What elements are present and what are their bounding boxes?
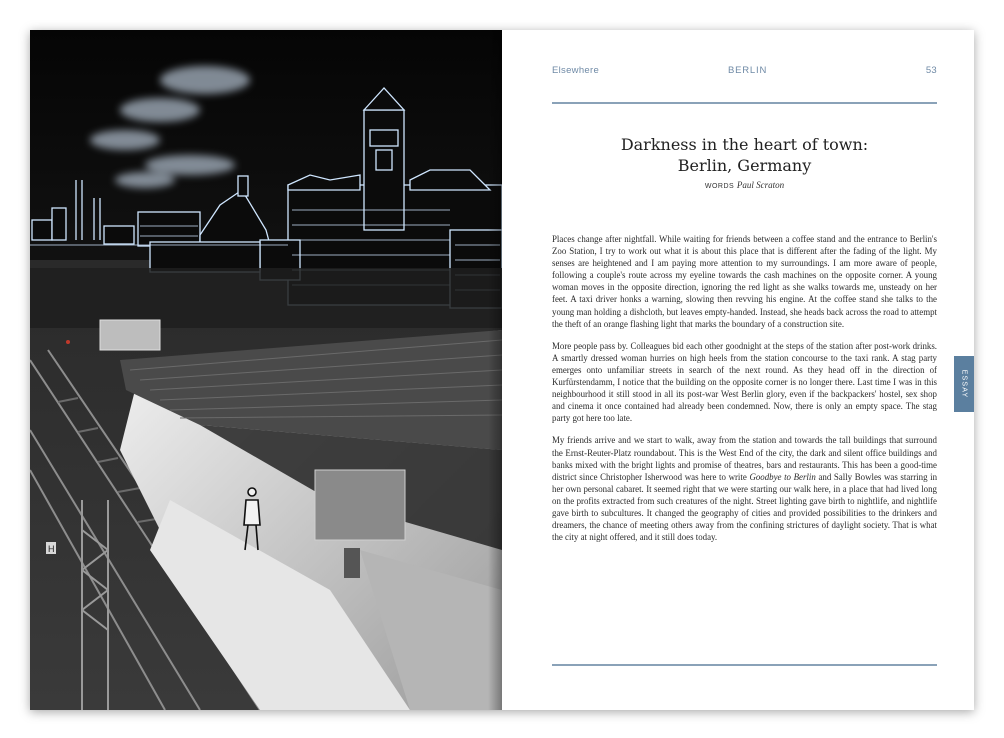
paragraph-3-text-b: and Sally Bowles was starring in her own personal cabaret. It seemed right that we were starting our walk here, in a place that had lived long on the profits extracted from such creatures of the night. Street lighting gave birth to nightlife, and nightlife gave birth to subcultures. It changed the geography of cities and provided possibilities to the drinkers and dreamers, the chance of meeting others away from the confining strictures of daylight society. That is what the city at night offered, and it still does today. — [552, 471, 938, 543]
essay-section-tab — [954, 356, 974, 412]
paragraph-3-text-a: My friends arrive and we start to walk, away from the station and towards the tall buildings that surround the Ernst-Reuter-Platz roundabout. This is the West End of the city, the dark and silent office buildings and banks mixed with the bright lights and promise of theatres, bars and restaurants. This has been a good-time district since Christopher Isherwood was here to write — [552, 435, 937, 482]
author-name: Paul Scraton — [736, 180, 785, 190]
page-gutter-shadow — [488, 30, 502, 710]
paragraph-1: Places change after nightfall. While waiting for friends between a coffee stand and the entrance to Berlin's Zoo Station, I try to work out what it is about this place that is different after the fading of the light. My senses are heightened and I am paying more attention to my surroundings. I am more aware of people, following a couple's route across my eyeline towards the cash machines on the opposite corner. A young woman moves in the opposite direction, ignoring the red light as she walks towards me, unsteady on her feet. A taxi driver honks a warning, slowing then revving his engine. At the coffee stand she talks to the young man holding a dishcloth, but leaves empty-handed. Instead, she heads back across the road to attempt the theft of an orange flashing light that marks the boundary of a construction site. — [552, 234, 937, 329]
byline-label: WORDS — [704, 183, 735, 190]
paragraph-2: More people pass by. Colleagues bid each other goodnight at the steps of the station after post-work drinks. A smartly dressed woman hurries on high heels from the station concourse to the taxi rank. A stag party emerges onto unfamiliar streets in search of the next round. As they head off in the direction of Kurfürstendamm, I notice that the building on the opposite corner is no longer there. Last time I was in this neighbourhood it still stood in all its post-war West Berlin glory, even if the backpackers' hostel, sex shop and cinema it once contained had already been condemned. Now, there is only an empty space. The stag party got here too late. — [552, 340, 937, 424]
byline — [552, 180, 937, 191]
top-rule — [552, 102, 937, 104]
bottom-rule — [552, 664, 937, 666]
article-title — [552, 134, 937, 176]
running-head — [552, 65, 937, 79]
book-title: Goodbye to Berlin — [749, 471, 816, 482]
title-line-2: Berlin, Germany — [677, 156, 812, 175]
paragraph-3 — [552, 434, 937, 543]
article-body — [552, 233, 937, 553]
location-label: BERLIN — [728, 65, 768, 76]
title-line-1: Darkness in the heart of town: — [620, 135, 869, 154]
station-night-photo — [30, 30, 502, 710]
section-name: Elsewhere — [552, 65, 600, 76]
article-page — [502, 30, 974, 710]
magazine-spread — [30, 30, 974, 710]
page-number: 53 — [925, 65, 937, 76]
essay-tab-label: ESSAY — [960, 369, 968, 399]
sign-letter: H — [48, 544, 55, 554]
